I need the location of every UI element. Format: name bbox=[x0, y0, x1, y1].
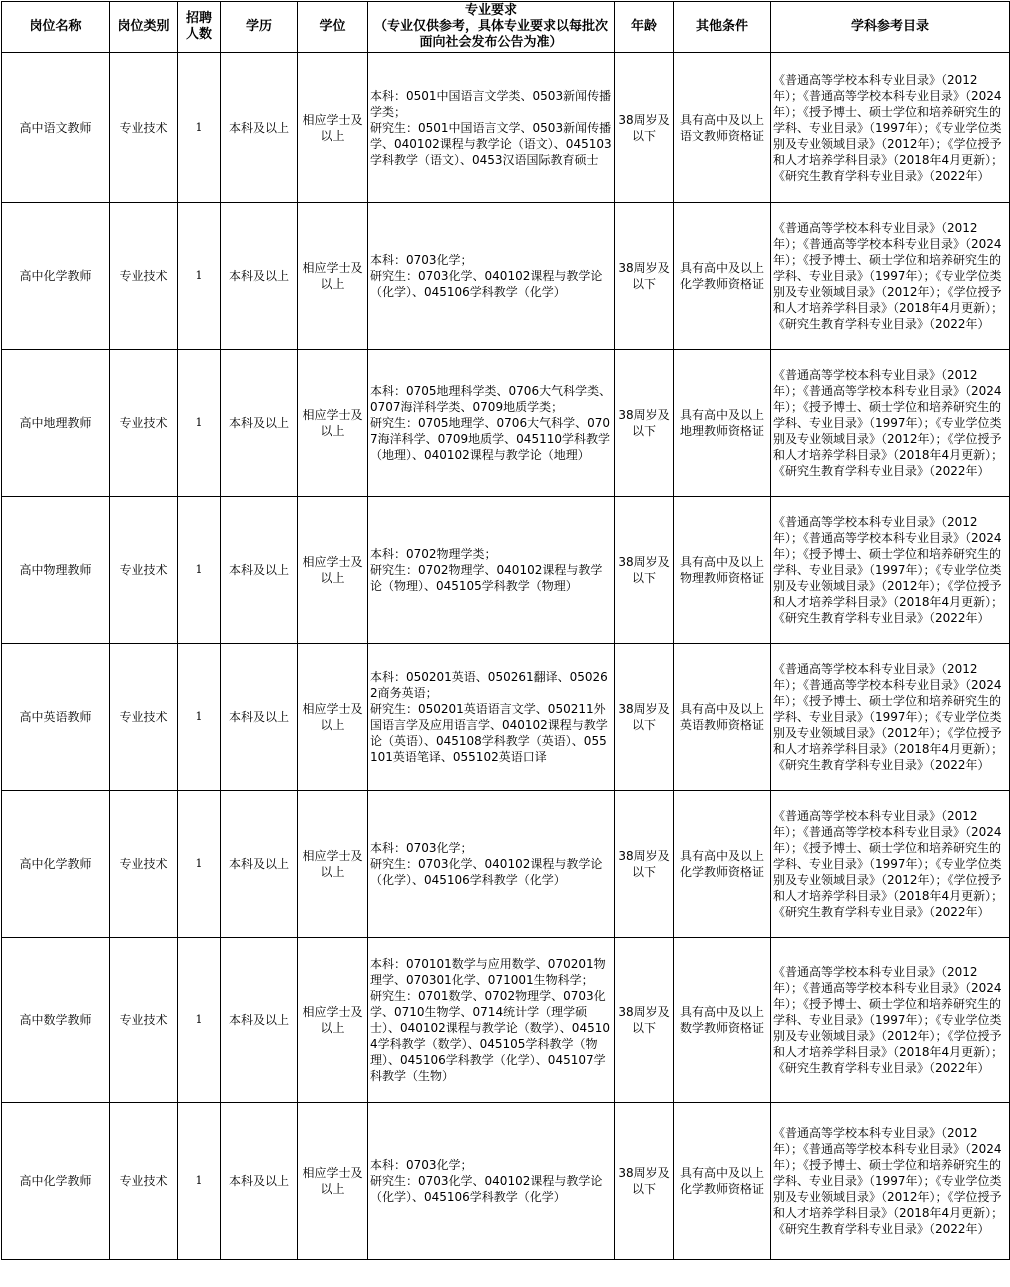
cell-count: 1 bbox=[178, 203, 221, 350]
cell-degree: 相应学士及以上 bbox=[298, 791, 368, 938]
cell-category: 专业技术 bbox=[110, 203, 178, 350]
table-row bbox=[2, 203, 1010, 350]
cell-other: 具有高中及以上化学教师资格证 bbox=[674, 1103, 771, 1260]
cell-degree: 相应学士及以上 bbox=[298, 350, 368, 497]
major-line: 本科：0703化学； bbox=[370, 1158, 473, 1172]
major-line: 本科：070101数学与应用数学、070201物理学、070301化学、071001生物科学； bbox=[370, 957, 606, 987]
cell-degree: 相应学士及以上 bbox=[298, 938, 368, 1103]
table-body bbox=[2, 53, 1010, 1260]
major-line: 研究生：0701数学、0702物理学、0703化学、0710生物学、0714统计学（理学硕士）、040102课程与教学论（数学）、045104学科教学（数学）、045105学科教学（物理）、045106学科教学（化学）、045107学科教学（生物） bbox=[370, 989, 610, 1083]
cell-position: 高中英语教师 bbox=[2, 644, 110, 791]
major-line: 研究生：0705地理学、0706大气科学、0707海洋科学、0709地质学、045110学科教学（地理）、040102课程与教学论（地理） bbox=[370, 416, 610, 462]
major-line: 研究生：0703化学、040102课程与教学论（化学）、045106学科教学（化学） bbox=[370, 269, 603, 299]
cell-age: 38周岁及以下 bbox=[615, 497, 674, 644]
cell-education: 本科及以上 bbox=[221, 791, 298, 938]
cell-category: 专业技术 bbox=[110, 497, 178, 644]
cell-catalog: 《普通高等学校本科专业目录》（2012年）；《普通高等学校本科专业目录》（2024年）；《授予博士、硕士学位和培养研究生的学科、专业目录》（1997年）；《专业学位类别及专业领域目录》（2012年）；《学位授予和人才培养学科目录》（2018年4月更新）；《研究生教育学科专业目录》（2022年） bbox=[771, 1103, 1010, 1260]
table-row bbox=[2, 938, 1010, 1103]
header-education: 学历 bbox=[221, 2, 298, 53]
cell-other: 具有高中及以上地理教师资格证 bbox=[674, 350, 771, 497]
cell-position: 高中地理教师 bbox=[2, 350, 110, 497]
cell-catalog: 《普通高等学校本科专业目录》（2012年）；《普通高等学校本科专业目录》（2024年）；《授予博士、硕士学位和培养研究生的学科、专业目录》（1997年）；《专业学位类别及专业领域目录》（2012年）；《学位授予和人才培养学科目录》（2018年4月更新）；《研究生教育学科专业目录》（2022年） bbox=[771, 53, 1010, 203]
cell-catalog: 《普通高等学校本科专业目录》（2012年）；《普通高等学校本科专业目录》（2024年）；《授予博士、硕士学位和培养研究生的学科、专业目录》（1997年）；《专业学位类别及专业领域目录》（2012年）；《学位授予和人才培养学科目录》（2018年4月更新）；《研究生教育学科专业目录》（2022年） bbox=[771, 350, 1010, 497]
major-line: 研究生：0702物理学、040102课程与教学论（物理）、045105学科教学（物理） bbox=[370, 563, 603, 593]
cell-category: 专业技术 bbox=[110, 791, 178, 938]
table-row bbox=[2, 791, 1010, 938]
cell-age: 38周岁及以下 bbox=[615, 350, 674, 497]
cell-count: 1 bbox=[178, 938, 221, 1103]
cell-age: 38周岁及以下 bbox=[615, 53, 674, 203]
major-line: 本科：0703化学； bbox=[370, 253, 473, 267]
cell-education: 本科及以上 bbox=[221, 497, 298, 644]
cell-age: 38周岁及以下 bbox=[615, 644, 674, 791]
major-line: 研究生：0501中国语言文学、0503新闻传播学、040102课程与教学论（语文）、045103学科教学（语文）、0453汉语国际教育硕士 bbox=[370, 120, 612, 167]
cell-other: 具有高中及以上物理教师资格证 bbox=[674, 497, 771, 644]
cell-age: 38周岁及以下 bbox=[615, 791, 674, 938]
cell-position: 高中物理教师 bbox=[2, 497, 110, 644]
table-header-row bbox=[2, 2, 1010, 53]
cell-catalog: 《普通高等学校本科专业目录》（2012年）；《普通高等学校本科专业目录》（2024年）；《授予博士、硕士学位和培养研究生的学科、专业目录》（1997年）；《专业学位类别及专业领域目录》（2012年）；《学位授予和人才培养学科目录》（2018年4月更新）；《研究生教育学科专业目录》（2022年） bbox=[771, 644, 1010, 791]
cell-count: 1 bbox=[178, 791, 221, 938]
cell-major bbox=[368, 938, 615, 1103]
cell-degree: 相应学士及以上 bbox=[298, 644, 368, 791]
cell-catalog: 《普通高等学校本科专业目录》（2012年）；《普通高等学校本科专业目录》（2024年）；《授予博士、硕士学位和培养研究生的学科、专业目录》（1997年）；《专业学位类别及专业领域目录》（2012年）；《学位授予和人才培养学科目录》（2018年4月更新）；《研究生教育学科专业目录》（2022年） bbox=[771, 938, 1010, 1103]
major-line: 本科：050201英语、050261翻译、050262商务英语； bbox=[370, 670, 608, 700]
cell-education: 本科及以上 bbox=[221, 350, 298, 497]
major-line: 本科：0702物理学类； bbox=[370, 547, 497, 561]
cell-count: 1 bbox=[178, 644, 221, 791]
cell-degree: 相应学士及以上 bbox=[298, 203, 368, 350]
header-degree: 学位 bbox=[298, 2, 368, 53]
cell-education: 本科及以上 bbox=[221, 203, 298, 350]
table-row bbox=[2, 497, 1010, 644]
cell-category: 专业技术 bbox=[110, 644, 178, 791]
table-row bbox=[2, 1103, 1010, 1260]
cell-education: 本科及以上 bbox=[221, 53, 298, 203]
cell-education: 本科及以上 bbox=[221, 1103, 298, 1260]
header-position: 岗位名称 bbox=[2, 2, 110, 53]
cell-other: 具有高中及以上化学教师资格证 bbox=[674, 203, 771, 350]
cell-other: 具有高中及以上化学教师资格证 bbox=[674, 791, 771, 938]
cell-category: 专业技术 bbox=[110, 938, 178, 1103]
cell-count: 1 bbox=[178, 1103, 221, 1260]
major-line: 研究生：050201英语语言文学、050211外国语言学及应用语言学、040102课程与教学论（英语）、045108学科教学（英语）、055101英语笔译、055102英语口译 bbox=[370, 702, 608, 764]
recruitment-table bbox=[1, 1, 1010, 1260]
cell-major bbox=[368, 53, 615, 203]
major-line: 本科：0703化学； bbox=[370, 841, 473, 855]
table-row bbox=[2, 644, 1010, 791]
major-line: 研究生：0703化学、040102课程与教学论（化学）、045106学科教学（化学） bbox=[370, 857, 603, 887]
cell-position: 高中化学教师 bbox=[2, 203, 110, 350]
cell-major bbox=[368, 350, 615, 497]
table-row bbox=[2, 53, 1010, 203]
cell-position: 高中语文教师 bbox=[2, 53, 110, 203]
cell-major bbox=[368, 1103, 615, 1260]
cell-degree: 相应学士及以上 bbox=[298, 1103, 368, 1260]
cell-degree: 相应学士及以上 bbox=[298, 497, 368, 644]
cell-position: 高中化学教师 bbox=[2, 791, 110, 938]
cell-category: 专业技术 bbox=[110, 53, 178, 203]
cell-count: 1 bbox=[178, 350, 221, 497]
cell-catalog: 《普通高等学校本科专业目录》（2012年）；《普通高等学校本科专业目录》（2024年）；《授予博士、硕士学位和培养研究生的学科、专业目录》（1997年）；《专业学位类别及专业领域目录》（2012年）；《学位授予和人才培养学科目录》（2018年4月更新）；《研究生教育学科专业目录》（2022年） bbox=[771, 497, 1010, 644]
cell-catalog: 《普通高等学校本科专业目录》（2012年）；《普通高等学校本科专业目录》（2024年）；《授予博士、硕士学位和培养研究生的学科、专业目录》（1997年）；《专业学位类别及专业领域目录》（2012年）；《学位授予和人才培养学科目录》（2018年4月更新）；《研究生教育学科专业目录》（2022年） bbox=[771, 791, 1010, 938]
header-category: 岗位类别 bbox=[110, 2, 178, 53]
major-line: 本科：0501中国语言文学类、0503新闻传播学类； bbox=[370, 88, 612, 119]
cell-count: 1 bbox=[178, 497, 221, 644]
cell-education: 本科及以上 bbox=[221, 644, 298, 791]
cell-major bbox=[368, 644, 615, 791]
header-major: 专业要求 （专业仅供参考，具体专业要求以每批次面向社会发布公告为准） bbox=[368, 2, 615, 53]
cell-education: 本科及以上 bbox=[221, 938, 298, 1103]
cell-count: 1 bbox=[178, 53, 221, 203]
major-line: 研究生：0703化学、040102课程与教学论（化学）、045106学科教学（化学） bbox=[370, 1174, 603, 1204]
header-catalog: 学科参考目录 bbox=[771, 2, 1010, 53]
cell-category: 专业技术 bbox=[110, 1103, 178, 1260]
header-age: 年龄 bbox=[615, 2, 674, 53]
cell-age: 38周岁及以下 bbox=[615, 938, 674, 1103]
cell-major bbox=[368, 791, 615, 938]
cell-age: 38周岁及以下 bbox=[615, 1103, 674, 1260]
cell-other: 具有高中及以上数学教师资格证 bbox=[674, 938, 771, 1103]
cell-major bbox=[368, 203, 615, 350]
table-row bbox=[2, 350, 1010, 497]
cell-category: 专业技术 bbox=[110, 350, 178, 497]
cell-position: 高中数学教师 bbox=[2, 938, 110, 1103]
header-other: 其他条件 bbox=[674, 2, 771, 53]
cell-degree: 相应学士及以上 bbox=[298, 53, 368, 203]
cell-other: 具有高中及以上语文教师资格证 bbox=[674, 53, 771, 203]
cell-catalog: 《普通高等学校本科专业目录》（2012年）；《普通高等学校本科专业目录》（2024年）；《授予博士、硕士学位和培养研究生的学科、专业目录》（1997年）；《专业学位类别及专业领域目录》（2012年）；《学位授予和人才培养学科目录》（2018年4月更新）；《研究生教育学科专业目录》（2022年） bbox=[771, 203, 1010, 350]
header-count: 招聘人数 bbox=[178, 2, 221, 53]
cell-other: 具有高中及以上英语教师资格证 bbox=[674, 644, 771, 791]
major-line: 本科：0705地理科学类、0706大气科学类、0707海洋科学类、0709地质学类； bbox=[370, 384, 612, 414]
cell-major bbox=[368, 497, 615, 644]
cell-age: 38周岁及以下 bbox=[615, 203, 674, 350]
cell-position: 高中化学教师 bbox=[2, 1103, 110, 1260]
